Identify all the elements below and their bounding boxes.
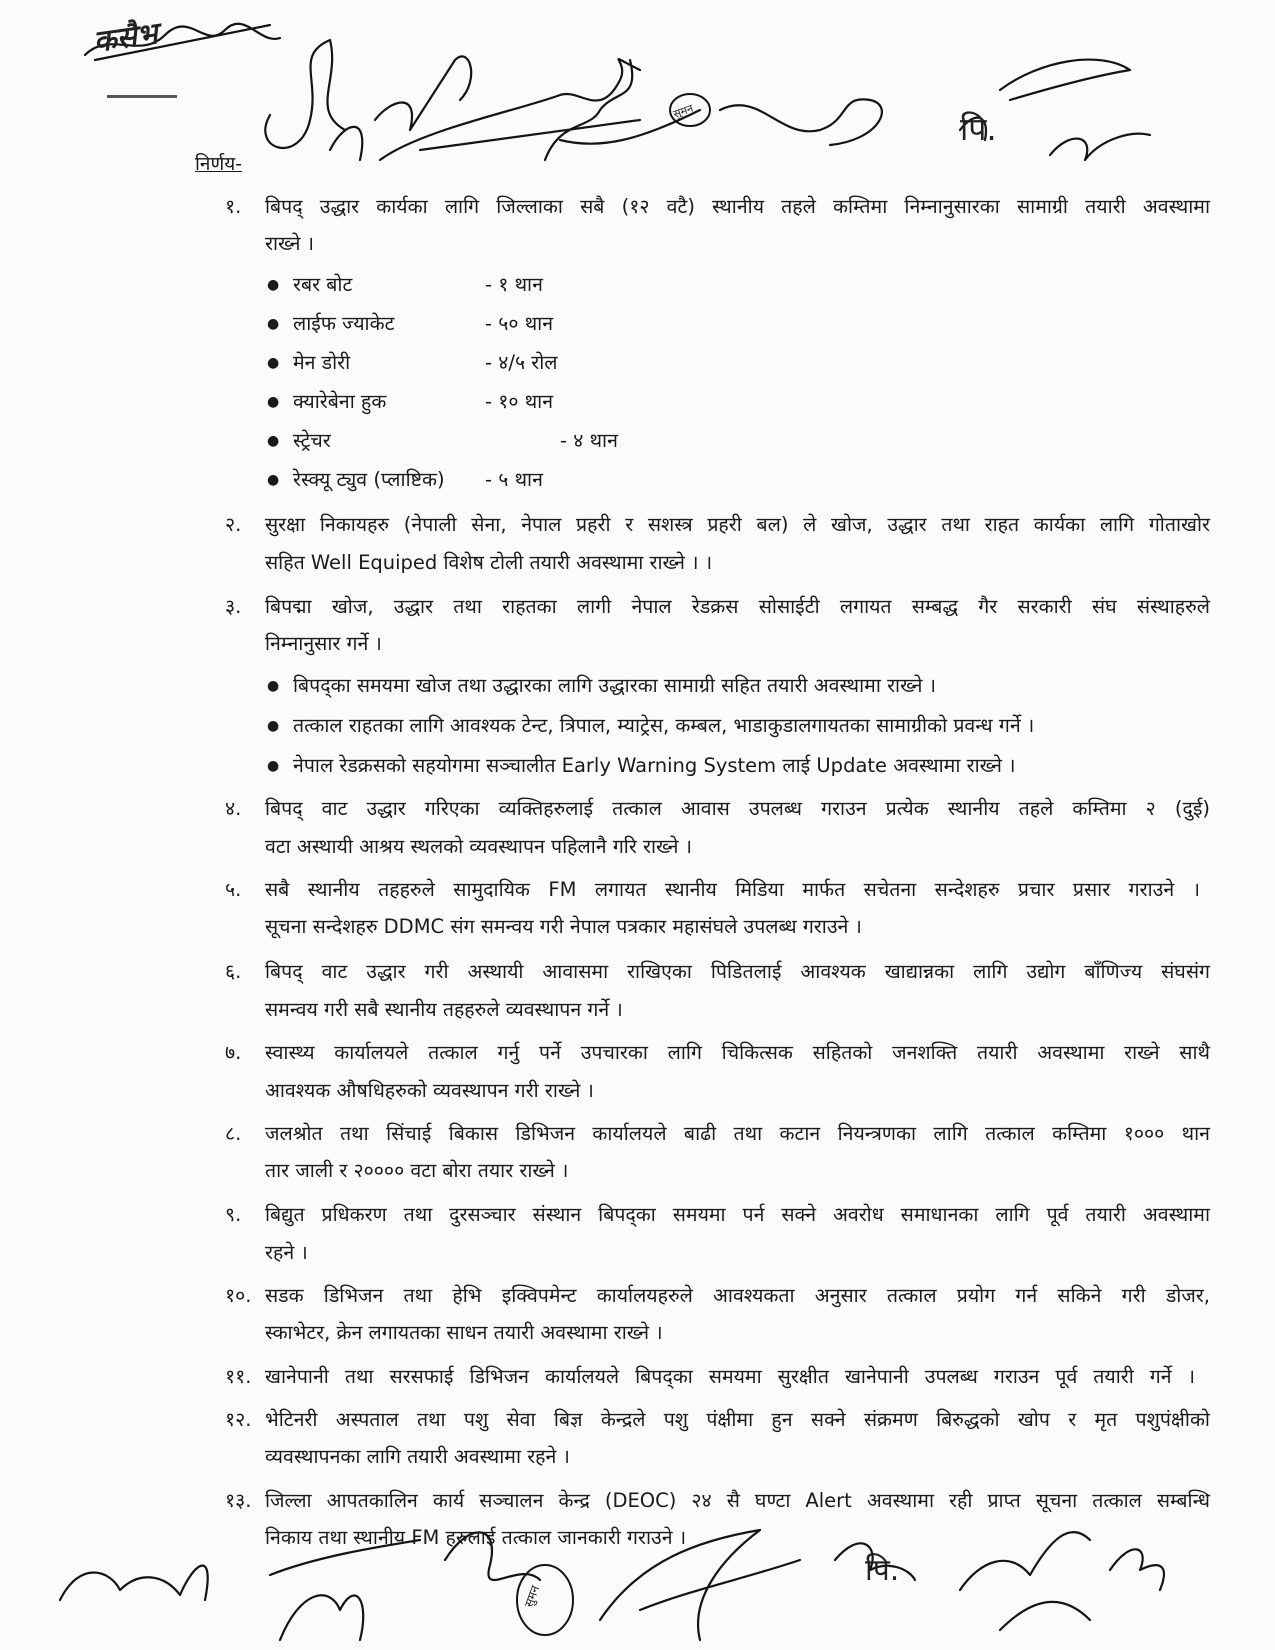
signature-7: [1050, 134, 1150, 160]
decision-5-line-1: सबै स्थानीय तहहरुले सामुदायिक FM लगायत स्थानीय मिडिया मार्फत सचेतना सन्देशहरु प्रचार प्रसार गराउने ।: [265, 878, 1200, 901]
decision-7-number: ७.: [225, 1041, 242, 1064]
handwritten-dash: [107, 95, 177, 98]
decision-8-line-2: तार जाली र २०००० वटा बोरा तयार राख्ने ।: [265, 1159, 569, 1182]
bullet-icon: ●: [267, 472, 280, 488]
signature-b6: [960, 1532, 1090, 1630]
decision-9-number: ९.: [225, 1203, 242, 1226]
decision-3-line-2: निम्नानुसार गर्ने ।: [265, 632, 382, 655]
decision-1-number: १.: [225, 195, 242, 218]
decision-7-line-1: स्वास्थ्य कार्यालयले तत्काल गर्नु पर्ने उपचारका लागि चिकित्सक सहितको जनशक्ति तयारी अवस्थामा राख्ने साथै: [265, 1041, 1210, 1064]
decision-6-line-1: बिपद् वाट उद्धार गरी अस्थायी आवासमा राखिएका पिडितलाई आवश्यक खाद्यान्नका लागि उद्योग बाँणिज्य संघसंग: [265, 960, 1210, 983]
signature-seal-text-bottom-label: सुमन: [521, 1583, 543, 1610]
decision-12-number: १२.: [225, 1408, 252, 1431]
decision-5-line-2: सूचना सन्देशहरु DDMC संग समन्वय गरी नेपाल पत्रकार महासंघले उपलब्ध गराउने ।: [265, 915, 862, 938]
signature-initials-top: [960, 110, 997, 148]
bullet-icon: ●: [267, 355, 280, 371]
decision-12-line-2: व्यवस्थापनका लागि तयारी अवस्थामा रहने ।: [265, 1445, 570, 1468]
decision-1-line-1: बिपद् उद्धार कार्यका लागि जिल्लाका सबै (१२ वटै) स्थानीय तहले कम्तिमा निम्नानुसारका सामाग्री तयारी अवस्थामा: [265, 195, 1210, 218]
material-quantity: - ५० थान: [485, 312, 554, 335]
decision-5-number: ५.: [225, 878, 242, 901]
decision-13-line-2: निकाय तथा स्थानीय FM हरुलाई तत्काल जानकारी गराउने ।: [265, 1526, 687, 1549]
decision-6-number: ६.: [225, 960, 242, 983]
decision-9-line-2: रहने ।: [265, 1241, 308, 1264]
material-quantity: - १० थान: [485, 390, 554, 413]
bullet-icon: ●: [267, 758, 280, 774]
material-name: लाईफ ज्याकेट: [293, 312, 395, 335]
material-name: क्यारेबेना हुक: [293, 390, 387, 413]
decision-3-line-1: बिपद्मा खोज, उद्धार तथा राहतका लागी नेपाल रेडक्रस सोसाईटी लगायत सम्बद्ध गैर सरकारी संघ संस्थाहरुले: [265, 595, 1210, 618]
decision-13-line-1: जिल्ला आपतकालिन कार्य सञ्चालन केन्द्र (DEOC) २४ सै घण्टा Alert अवस्थामा रही प्राप्त सूचना तत्काल सम्बन्धि: [265, 1489, 1210, 1512]
signature-3: [380, 59, 640, 160]
signature-initials-top-label: पि.: [960, 110, 997, 148]
decision-4-line-2: वटा अस्थायी आश्रय स्थलको व्यवस्थापन पहिलानै गरि राख्ने ।: [265, 835, 693, 858]
decision-2-number: २.: [225, 513, 242, 536]
material-quantity: - १ थान: [485, 273, 543, 296]
bullet-icon: ●: [267, 316, 280, 332]
decision-11-number: ११.: [225, 1365, 252, 1388]
decision-11-line-1: खानेपानी तथा सरसफाई डिभिजन कार्यालयले बिपद्का समयमा सुरक्षीत खानेपानी उपलब्ध गराउन पूर्व तयारी गर्ने ।: [265, 1365, 1195, 1388]
signature-seal-text-top: [672, 101, 696, 120]
decision-10-line-1: सडक डिभिजन तथा हेभि इक्विपमेन्ट कार्यालयहरुले आवश्यकता अनुसार तत्काल प्रयोग गर्न सकिने गरी डोजर,: [265, 1284, 1210, 1307]
decision-8-number: ८.: [225, 1122, 242, 1145]
decision-2-line-1: सुरक्षा निकायहरु (नेपाली सेना, नेपाल प्रहरी र सशस्त्र प्रहरी बल) ले खोज, उद्धार तथा राहत कार्यका लागि गोताखोर: [265, 513, 1210, 536]
material-name: रेस्क्यू ट्युव (प्लाष्टिक): [293, 468, 445, 491]
decision-4-line-1: बिपद् वाट उद्धार गरिएका व्यक्तिहरुलाई तत्काल आवास उपलब्ध गराउन प्रत्येक स्थानीय तहले कम्तिमा २ (दुई): [265, 797, 1210, 820]
decision-10-number: १०.: [225, 1284, 252, 1307]
bullet-text: तत्काल राहतका लागि आवश्यक टेन्ट, त्रिपाल, म्याट्रेस, कम्बल, भाडाकुडालगायतका सामाग्रीको प्रवन्ध गर्ने ।: [293, 714, 1035, 737]
signature-seal-top: [670, 94, 710, 126]
material-quantity: - ४ थान: [560, 429, 618, 452]
decision-4-number: ४.: [225, 797, 242, 820]
decision-2-line-2: सहित Well Equiped विशेष टोली तयारी अवस्थामा राख्ने । ।: [265, 551, 713, 574]
decision-12-line-1: भेटिनरी अस्पताल तथा पशु सेवा बिज्ञ केन्द्रले पशु पंक्षीमा हुन सक्ने संक्रमण बिरुद्धको खोप र मृत पशुपंक्षीको: [265, 1408, 1210, 1431]
material-quantity: - ४/५ रोल: [485, 351, 558, 374]
signature-2: [330, 56, 471, 160]
decision-10-line-2: स्काभेटर, क्रेन लगायतका साधन तयारी अवस्थामा राख्ने ।: [265, 1321, 663, 1344]
decision-6-line-2: समन्वय गरी सबै स्थानीय तहहरुले व्यवस्थापन गर्ने ।: [265, 998, 623, 1021]
decision-1-line-2: राख्ने ।: [265, 232, 314, 255]
decision-heading: निर्णय-: [195, 153, 243, 175]
bullet-icon: ●: [267, 718, 280, 734]
bullet-icon: ●: [267, 678, 280, 694]
signature-seal-bottom: [517, 1565, 573, 1635]
signature-initials-bottom-label: पि.: [865, 1553, 900, 1588]
signature-top-left: [85, 24, 280, 60]
decision-3-number: ३.: [225, 595, 242, 618]
top-signatures: [85, 24, 1150, 160]
bullet-text: बिपद्का समयमा खोज तथा उद्धारका लागि उद्धारका सामाग्री सहित तयारी अवस्थामा राख्ने ।: [293, 674, 937, 697]
material-name: रबर बोट: [293, 273, 353, 296]
signature-initials-bottom: [865, 1553, 899, 1588]
signature-b7: [1110, 1549, 1164, 1590]
signature-b5: [835, 1543, 915, 1580]
signature-b2: [270, 1540, 420, 1640]
decision-13-number: १३.: [225, 1489, 252, 1512]
material-name: मेन डोरी: [293, 351, 351, 374]
signature-6: [960, 60, 1130, 140]
material-quantity: - ५ थान: [485, 468, 543, 491]
signature-b1: [60, 1566, 208, 1600]
bullet-icon: ●: [267, 433, 280, 449]
signature-5: [720, 99, 882, 145]
material-name: स्ट्रेचर: [293, 429, 331, 452]
signature-1: [265, 40, 345, 148]
signature-4: [545, 60, 700, 160]
decision-8-line-1: जलश्रोत तथा सिंचाई बिकास डिभिजन कार्यालयले बाढी तथा कटान नियन्त्रणका लागि तत्काल कम्तिमा १००० थान: [265, 1122, 1210, 1145]
signature-seal-text-top-label: सुमन: [671, 101, 695, 121]
bullet-icon: ●: [267, 277, 280, 293]
signature-text-top-left-label: कसैभ: [91, 16, 160, 60]
decision-9-line-1: बिद्युत प्रधिकरण तथा दुरसञ्चार संस्थान बिपद्का समयमा पर्न सक्ने अवरोध समाधानका लागि पूर्व तयारी अवस्थामा: [265, 1203, 1210, 1226]
bullet-text: नेपाल रेडक्रसको सहयोगमा सञ्चालीत Early Warning System लाई Update अवस्थामा राख्ने ।: [293, 754, 1016, 777]
bullet-icon: ●: [267, 394, 280, 410]
decision-7-line-2: आवश्यक औषधिहरुको व्यवस्थापन गरी राख्ने ।: [265, 1079, 594, 1102]
signature-text-top-left: [91, 15, 166, 59]
signature-seal-text-bottom: [522, 1583, 544, 1609]
